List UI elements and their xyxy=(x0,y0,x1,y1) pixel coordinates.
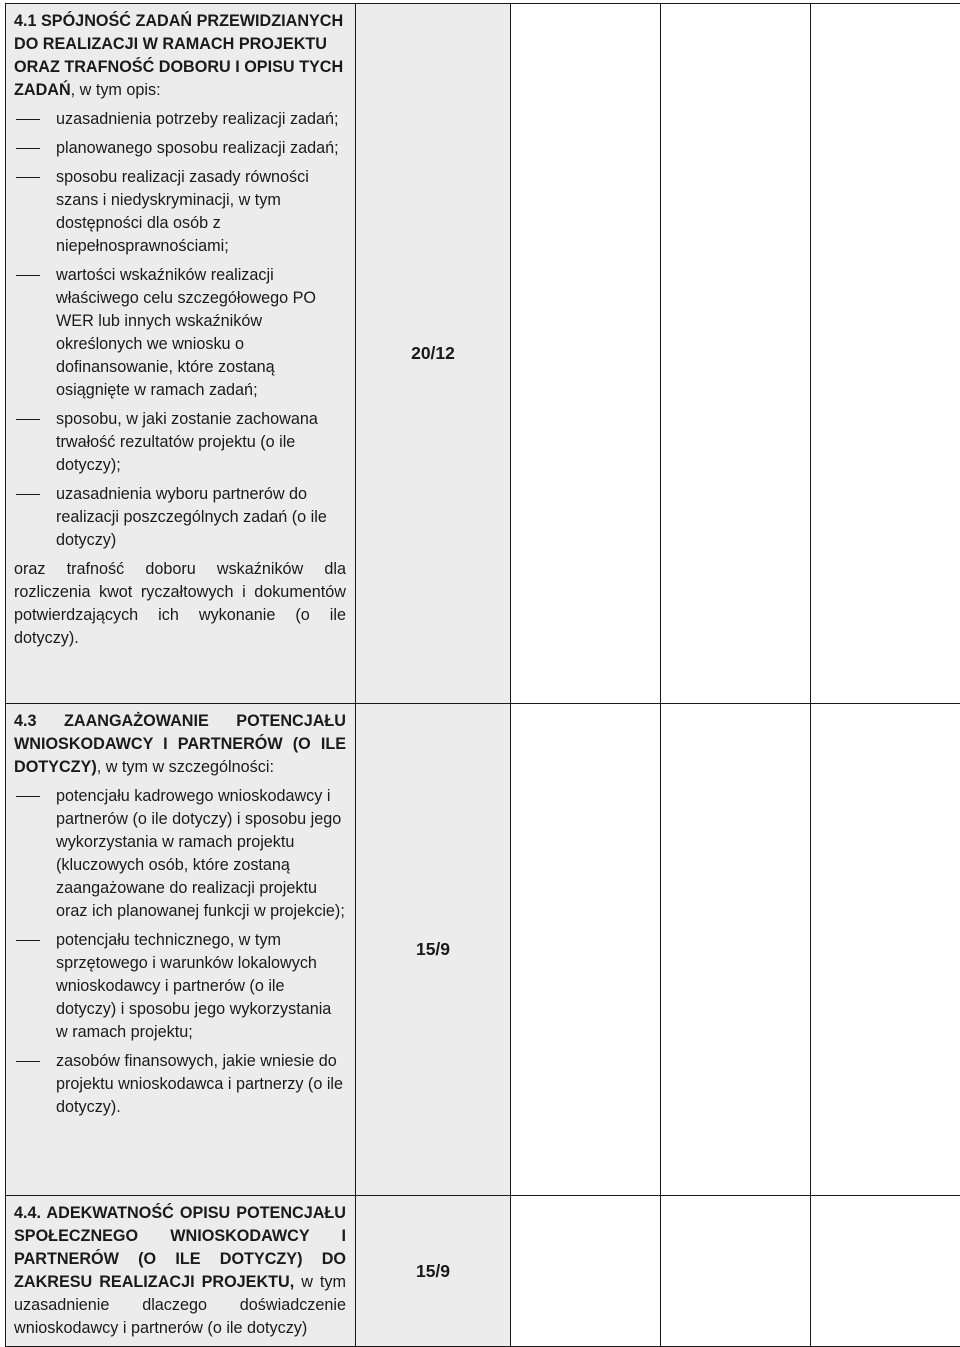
empty-cell[interactable] xyxy=(511,1196,661,1347)
criterion-intro: , w tym opis: xyxy=(71,81,161,99)
table-row xyxy=(6,704,960,1196)
list-item: wartości wskaźników realizacji właściwego celu szczegółowego PO WER lub innych wskaźników określonych we wniosku o dofinansowanie, które zostaną osiągnięte w ramach zadań; xyxy=(14,264,346,402)
score-cell: 15/9 xyxy=(356,1196,511,1347)
dash-icon xyxy=(16,419,40,420)
evaluation-table xyxy=(5,3,960,1347)
list-item: sposobu realizacji zasady równości szans i niedyskryminacji, w tym dostępności dla osób z niepełnosprawnościami; xyxy=(14,166,346,258)
empty-cell[interactable] xyxy=(661,704,811,1196)
criterion-intro: w tym uzasadnienie dlaczego doświadczenie wnioskodawcy i partnerów (o ile dotyczy) xyxy=(14,1273,346,1337)
table-row xyxy=(6,1196,960,1347)
criterion-list xyxy=(14,785,346,1119)
dash-icon xyxy=(16,796,40,797)
empty-cell[interactable] xyxy=(811,704,960,1196)
list-item: potencjału kadrowego wnioskodawcy i partnerów (o ile dotyczy) i sposobu jego wykorzystania w ramach projektu (kluczowych osób, które zostaną zaangażowane do realizacji projektu oraz ich planowanej funkcji w projekcie); xyxy=(14,785,346,923)
criterion-cell xyxy=(6,704,356,1196)
list-item: sposobu, w jaki zostanie zachowana trwałość rezultatów projektu (o ile dotyczy); xyxy=(14,408,346,477)
criterion-cell xyxy=(6,4,356,704)
empty-cell[interactable] xyxy=(661,1196,811,1347)
dash-icon xyxy=(16,1061,40,1062)
criterion-cell xyxy=(6,1196,356,1347)
list-item: planowanego sposobu realizacji zadań; xyxy=(14,137,346,160)
empty-cell[interactable] xyxy=(811,1196,960,1347)
empty-cell[interactable] xyxy=(511,704,661,1196)
table-row xyxy=(6,4,960,704)
criterion-heading: 4.4. ADEKWATNOŚĆ OPISU POTENCJAŁU SPOŁECZNEGO WNIOSKODAWCY I PARTNERÓW (O ILE DOTYCZY) DO ZAKRESU REALIZACJI PROJEKTU, xyxy=(14,1204,346,1291)
criterion-heading: 4.1 SPÓJNOŚĆ ZADAŃ PRZEWIDZIANYCH DO REALIZACJI W RAMACH PROJEKTU ORAZ TRAFNOŚĆ DOBORU I OPISU TYCH ZADAŃ xyxy=(14,12,343,99)
dash-icon xyxy=(16,119,40,120)
dash-icon xyxy=(16,940,40,941)
score-cell: 20/12 xyxy=(356,4,511,704)
criterion-intro: , w tym w szczególności: xyxy=(97,758,274,776)
dash-icon xyxy=(16,148,40,149)
list-item: potencjału technicznego, w tym sprzętowego i warunków lokalowych wnioskodawcy i partnerów (o ile dotyczy) i sposobu jego wykorzystania w ramach projektu; xyxy=(14,929,346,1044)
dash-icon xyxy=(16,275,40,276)
criterion-tail: oraz trafność doboru wskaźników dla rozliczenia kwot ryczałtowych i dokumentów potwierdzających ich wykonanie (o ile dotyczy). xyxy=(14,558,346,650)
dash-icon xyxy=(16,494,40,495)
criterion-list xyxy=(14,108,346,552)
empty-cell[interactable] xyxy=(661,4,811,704)
dash-icon xyxy=(16,177,40,178)
list-item: uzasadnienia potrzeby realizacji zadań; xyxy=(14,108,346,131)
score-cell: 15/9 xyxy=(356,704,511,1196)
criterion-heading: 4.3 ZAANGAŻOWANIE POTENCJAŁU WNIOSKODAWCY I PARTNERÓW (O ILE DOTYCZY) xyxy=(14,712,346,776)
empty-cell[interactable] xyxy=(511,4,661,704)
list-item: zasobów finansowych, jakie wniesie do projektu wnioskodawca i partnerzy (o ile dotyczy). xyxy=(14,1050,346,1119)
empty-cell[interactable] xyxy=(811,4,960,704)
list-item: uzasadnienia wyboru partnerów do realizacji poszczególnych zadań (o ile dotyczy) xyxy=(14,483,346,552)
